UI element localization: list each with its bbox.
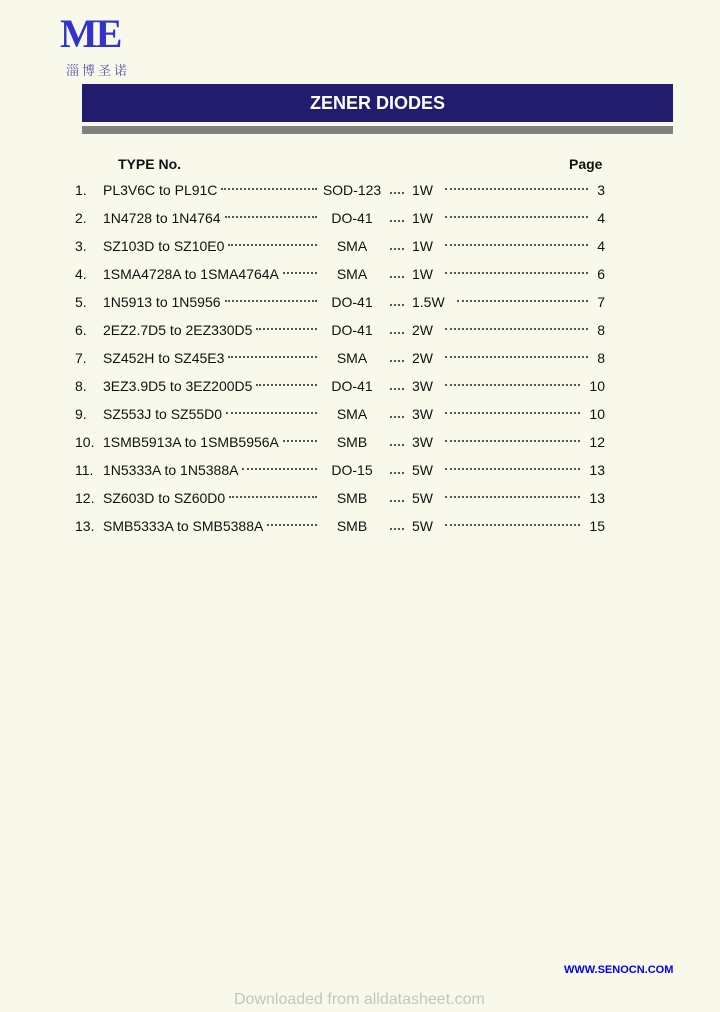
page-number: 13 bbox=[589, 490, 605, 506]
type-cell bbox=[103, 208, 320, 228]
page-number: 13 bbox=[589, 462, 605, 478]
type-range: 1N5333A to 1N5388A bbox=[103, 462, 239, 478]
page-number: 12 bbox=[589, 434, 605, 450]
type-range: SZ553J to SZ55D0 bbox=[103, 406, 223, 422]
row-number: 13. bbox=[75, 518, 95, 534]
dot-leader bbox=[390, 522, 404, 530]
dot-leader bbox=[445, 320, 588, 330]
type-range: SZ452H to SZ45E3 bbox=[103, 350, 225, 366]
power-cell bbox=[412, 264, 602, 284]
contents-row[interactable] bbox=[75, 432, 605, 452]
page-number: 4 bbox=[597, 210, 605, 226]
dot-leader bbox=[242, 460, 317, 470]
dot-leader bbox=[283, 432, 317, 442]
dot-leader bbox=[445, 208, 588, 218]
type-range: 3EZ3.9D5 to 3EZ200D5 bbox=[103, 378, 253, 394]
power-cell bbox=[412, 488, 602, 508]
package: DO-15 bbox=[331, 462, 373, 478]
dot-leader bbox=[221, 180, 317, 190]
contents-row[interactable] bbox=[75, 180, 605, 200]
contents-row[interactable] bbox=[75, 516, 605, 536]
dot-leader bbox=[445, 404, 580, 414]
row-number: 6. bbox=[75, 322, 87, 338]
website-link[interactable]: WWW.SENOCN.COM bbox=[564, 964, 674, 976]
watermark: Downloaded from alldatasheet.com bbox=[234, 991, 485, 1008]
power-cell bbox=[412, 432, 602, 452]
type-range: 1SMA4728A to 1SMA4764A bbox=[103, 266, 279, 282]
dot-leader bbox=[256, 320, 317, 330]
title-banner: ZENER DIODES bbox=[82, 84, 673, 122]
power: 3W bbox=[412, 434, 433, 450]
dot-leader bbox=[229, 488, 317, 498]
package: SMA bbox=[336, 350, 368, 366]
dot-leader bbox=[225, 208, 317, 218]
package: SMA bbox=[336, 406, 368, 422]
package: SMA bbox=[336, 238, 368, 254]
power: 2W bbox=[412, 322, 433, 338]
contents-row[interactable] bbox=[75, 264, 605, 284]
page-number: 4 bbox=[597, 238, 605, 254]
type-cell bbox=[103, 432, 320, 452]
type-cell bbox=[103, 292, 320, 312]
package: DO-41 bbox=[331, 322, 373, 338]
package: DO-41 bbox=[331, 378, 373, 394]
power-cell bbox=[412, 208, 602, 228]
row-number: 10. bbox=[75, 434, 95, 450]
dot-leader bbox=[390, 214, 404, 222]
power: 5W bbox=[412, 462, 433, 478]
dot-leader bbox=[445, 348, 588, 358]
package: DO-41 bbox=[331, 210, 373, 226]
power: 1W bbox=[412, 182, 433, 198]
power-cell bbox=[412, 376, 602, 396]
dot-leader bbox=[445, 180, 588, 190]
dot-leader bbox=[390, 438, 404, 446]
contents-row[interactable] bbox=[75, 320, 605, 340]
dot-leader bbox=[457, 292, 588, 302]
contents-row[interactable] bbox=[75, 236, 605, 256]
page-number: 8 bbox=[597, 322, 605, 338]
power-cell bbox=[412, 348, 602, 368]
type-range: 1N4728 to 1N4764 bbox=[103, 210, 221, 226]
page-number: 6 bbox=[597, 266, 605, 282]
row-number: 8. bbox=[75, 378, 87, 394]
company-logo bbox=[60, 11, 160, 78]
dot-leader bbox=[445, 236, 588, 246]
type-cell bbox=[103, 236, 320, 256]
type-cell bbox=[103, 516, 320, 536]
dot-leader bbox=[390, 466, 404, 474]
dot-leader bbox=[445, 488, 580, 498]
dot-leader bbox=[445, 516, 580, 526]
type-cell bbox=[103, 488, 320, 508]
power-cell bbox=[412, 236, 602, 256]
package: SMA bbox=[336, 266, 368, 282]
row-number: 11. bbox=[75, 462, 94, 478]
type-cell bbox=[103, 348, 320, 368]
page-number: 10 bbox=[589, 406, 605, 422]
page-number: 7 bbox=[597, 294, 605, 310]
header-type: TYPE No. bbox=[118, 156, 182, 172]
power-cell bbox=[412, 320, 602, 340]
power-cell bbox=[412, 180, 602, 200]
type-range: 2EZ2.7D5 to 2EZ330D5 bbox=[103, 322, 253, 338]
package: SMB bbox=[336, 434, 368, 450]
dot-leader bbox=[390, 270, 404, 278]
power: 5W bbox=[412, 518, 433, 534]
contents-row[interactable] bbox=[75, 404, 605, 424]
dot-leader bbox=[390, 326, 404, 334]
power: 3W bbox=[412, 378, 433, 394]
power-cell bbox=[412, 460, 602, 480]
dot-leader bbox=[256, 376, 317, 386]
type-cell bbox=[103, 404, 320, 424]
contents-row[interactable] bbox=[75, 292, 605, 312]
power-cell bbox=[412, 292, 602, 312]
dot-leader bbox=[390, 410, 404, 418]
header-page: Page bbox=[569, 156, 603, 172]
power-cell bbox=[412, 516, 602, 536]
dot-leader bbox=[225, 292, 317, 302]
logo-chinese-name: 淄博圣诺 bbox=[66, 63, 131, 78]
dot-leader bbox=[390, 242, 404, 250]
type-cell bbox=[103, 180, 320, 200]
dot-leader bbox=[228, 236, 317, 246]
type-range: 1SMB5913A to 1SMB5956A bbox=[103, 434, 279, 450]
contents-row[interactable] bbox=[75, 460, 605, 480]
power: 2W bbox=[412, 350, 433, 366]
dot-leader bbox=[445, 432, 580, 442]
page-number: 15 bbox=[589, 518, 605, 534]
dot-leader bbox=[390, 494, 404, 502]
row-number: 12. bbox=[75, 490, 95, 506]
dot-leader bbox=[445, 376, 580, 386]
contents-row[interactable] bbox=[75, 488, 605, 508]
contents-row[interactable] bbox=[75, 208, 605, 228]
type-cell bbox=[103, 264, 320, 284]
power: 3W bbox=[412, 406, 433, 422]
row-number: 9. bbox=[75, 406, 87, 422]
page-number: 10 bbox=[589, 378, 605, 394]
type-range: 1N5913 to 1N5956 bbox=[103, 294, 221, 310]
type-range: SZ603D to SZ60D0 bbox=[103, 490, 226, 506]
row-number: 5. bbox=[75, 294, 87, 310]
type-range: SMB5333A to SMB5388A bbox=[103, 518, 264, 534]
package: SMB bbox=[336, 490, 368, 506]
type-cell bbox=[103, 460, 320, 480]
dot-leader bbox=[390, 382, 404, 390]
row-number: 7. bbox=[75, 350, 87, 366]
power: 1W bbox=[412, 210, 433, 226]
row-number: 3. bbox=[75, 238, 87, 254]
row-number: 1. bbox=[75, 182, 87, 198]
package: SOD-123 bbox=[322, 182, 382, 198]
title-rule bbox=[82, 126, 673, 134]
dot-leader bbox=[445, 264, 588, 274]
type-range: PL3V6C to PL91C bbox=[103, 182, 218, 198]
package: SMB bbox=[336, 518, 368, 534]
type-cell bbox=[103, 376, 320, 396]
row-number: 4. bbox=[75, 266, 87, 282]
dot-leader bbox=[390, 298, 404, 306]
power-cell bbox=[412, 404, 602, 424]
dot-leader bbox=[283, 264, 317, 274]
dot-leader bbox=[390, 354, 404, 362]
dot-leader bbox=[228, 348, 317, 358]
page-number: 3 bbox=[597, 182, 605, 198]
package: DO-41 bbox=[331, 294, 373, 310]
contents-row[interactable] bbox=[75, 376, 605, 396]
type-range: SZ103D to SZ10E0 bbox=[103, 238, 225, 254]
page-number: 8 bbox=[597, 350, 605, 366]
power: 1W bbox=[412, 266, 433, 282]
contents-row[interactable] bbox=[75, 348, 605, 368]
dot-leader bbox=[390, 186, 404, 194]
power: 5W bbox=[412, 490, 433, 506]
power: 1W bbox=[412, 238, 433, 254]
power: 1.5W bbox=[412, 294, 445, 310]
logo-mark: ME bbox=[60, 11, 121, 56]
dot-leader bbox=[226, 404, 317, 414]
row-number: 2. bbox=[75, 210, 87, 226]
dot-leader bbox=[267, 516, 317, 526]
type-cell bbox=[103, 320, 320, 340]
dot-leader bbox=[445, 460, 580, 470]
